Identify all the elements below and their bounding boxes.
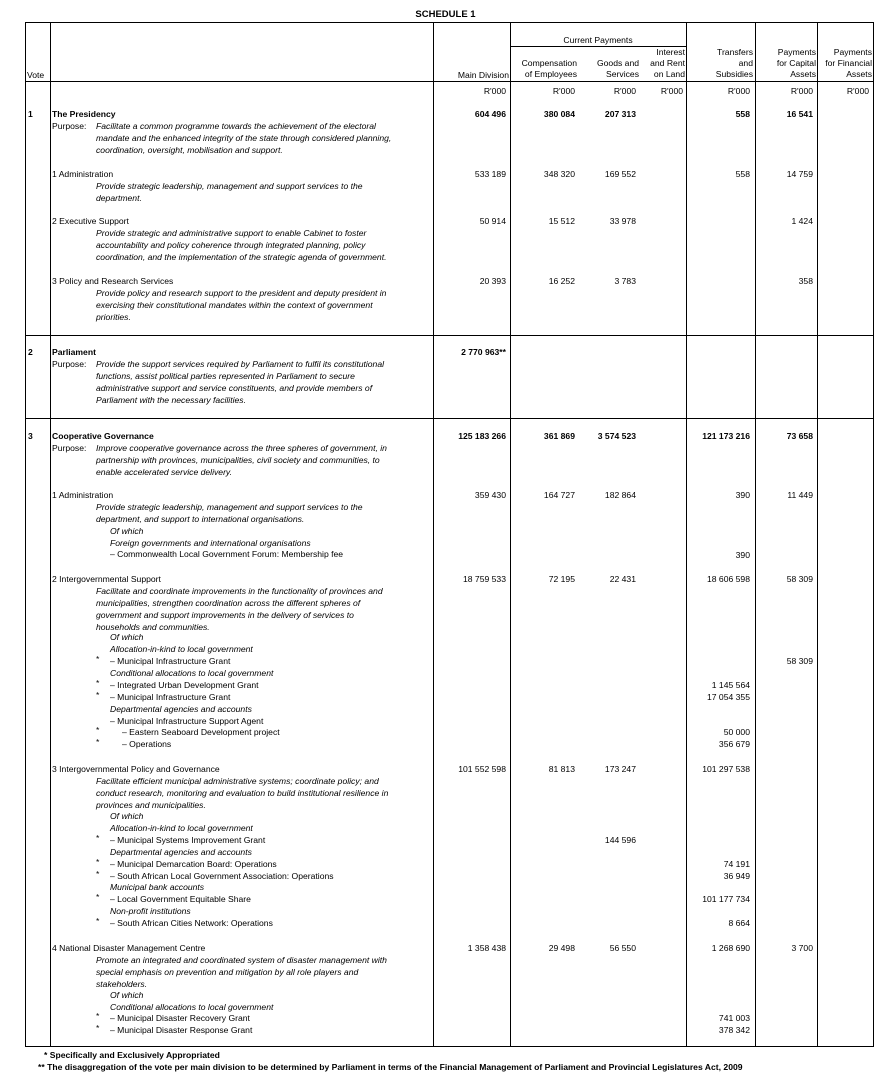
row-label: department. bbox=[96, 193, 142, 203]
cell-cap: 3 700 bbox=[791, 943, 813, 953]
row-label: Provide strategic and administrative support to enable Cabinet to foster bbox=[96, 228, 367, 238]
header-main-division: Main Division bbox=[457, 70, 509, 80]
header-cap-line1: Payments bbox=[777, 47, 816, 57]
row-label: 1 Administration bbox=[52, 490, 114, 500]
cell-cap: 1 424 bbox=[791, 216, 813, 226]
cell-tr: 558 bbox=[735, 109, 750, 119]
header-vote: Vote bbox=[27, 70, 45, 80]
row-label: Facilitate efficient municipal administrative systems; coordinate policy; and bbox=[96, 776, 379, 786]
table-bottom-border bbox=[25, 1046, 874, 1047]
header-comp-line2: of Employees bbox=[524, 69, 577, 79]
header-cap-line2: for Capital bbox=[776, 58, 816, 68]
row-label: conduct research, monitoring and evaluation to build institutional resilience in bbox=[96, 788, 389, 798]
cell-cap: 16 541 bbox=[786, 109, 813, 119]
row-label: Municipal bank accounts bbox=[110, 882, 205, 892]
header-current-payments: Current Payments bbox=[563, 35, 633, 45]
cell-comp: 15 512 bbox=[548, 216, 575, 226]
cell-tr: 101 177 734 bbox=[702, 894, 750, 904]
row-label: 3 Policy and Research Services bbox=[52, 276, 174, 286]
row-label: 2 Intergovernmental Support bbox=[52, 574, 161, 584]
row-label: – Eastern Seaboard Development project bbox=[122, 727, 280, 737]
cell-tr: 741 003 bbox=[718, 1013, 750, 1023]
cell-comp: 348 320 bbox=[543, 169, 575, 179]
row-label: priorities. bbox=[96, 312, 131, 322]
row-label: Non-profit institutions bbox=[110, 906, 191, 916]
row-label: Parliament with the necessary facilities. bbox=[96, 395, 246, 405]
cell-tr: 121 173 216 bbox=[702, 431, 750, 441]
col-line-right bbox=[873, 22, 874, 1047]
row-label: – Municipal Disaster Response Grant bbox=[110, 1025, 253, 1035]
footnote-double-star: ** The disaggregation of the vote per main division to be determined by Parliament in terms of the Financial Management of Parliament and Provincial Legislatures Act, 2009 bbox=[38, 1062, 743, 1072]
cell-comp: 164 727 bbox=[543, 490, 575, 500]
purpose-prefix: Purpose: bbox=[52, 443, 87, 453]
header-cap-line3: Assets bbox=[790, 69, 816, 79]
unit-main: R'000 bbox=[483, 86, 506, 96]
row-label: 2 Executive Support bbox=[52, 216, 129, 226]
row-label: Facilitate and coordinate improvements in the functionality of provinces and bbox=[96, 586, 383, 596]
row-label: households and communities. bbox=[96, 622, 210, 632]
row-label: – Municipal Demarcation Board: Operations bbox=[110, 859, 277, 869]
col-line-capital bbox=[817, 22, 818, 1047]
cell-tr: 8 664 bbox=[728, 918, 750, 928]
cell-cap: 14 759 bbox=[786, 169, 813, 179]
cell-goods: 207 313 bbox=[604, 109, 636, 119]
row-label: functions, assist political parties represented in Parliament to secure bbox=[96, 371, 355, 381]
vote-number: 3 bbox=[28, 431, 33, 441]
row-label: Foreign governments and international organisations bbox=[110, 538, 311, 548]
row-label: Conditional allocations to local government bbox=[110, 668, 274, 678]
row-label: – Operations bbox=[122, 739, 172, 749]
cell-tr: 17 054 355 bbox=[706, 692, 750, 702]
cell-tr: 378 342 bbox=[718, 1025, 750, 1035]
schedule-title: SCHEDULE 1 bbox=[415, 9, 476, 20]
row-label: – Integrated Urban Development Grant bbox=[110, 680, 259, 690]
appropriated-marker: * bbox=[96, 1023, 100, 1033]
vote-separator-1 bbox=[25, 335, 874, 336]
row-label: Provide the support services required by Parliament to fulfil its constitutional bbox=[96, 359, 385, 369]
row-label: Provide policy and research support to the president and deputy president in bbox=[96, 288, 387, 298]
cell-cap: 58 309 bbox=[786, 574, 813, 584]
row-label: – Local Government Equitable Share bbox=[110, 894, 251, 904]
cell-tr: 18 606 598 bbox=[706, 574, 750, 584]
col-line-vote bbox=[50, 22, 51, 1047]
row-label: department, and support to international organisations. bbox=[96, 514, 305, 524]
row-label: – South African Cities Network: Operations bbox=[110, 918, 273, 928]
row-label: Provide strategic leadership, management and support services to the bbox=[96, 502, 363, 512]
cell-main: 20 393 bbox=[479, 276, 506, 286]
header-comp-line1: Compensation bbox=[521, 58, 577, 68]
cell-cap: 73 658 bbox=[786, 431, 813, 441]
row-label: mandate and the enhanced integrity of the state through considered planning, bbox=[96, 133, 392, 143]
cell-comp: 361 869 bbox=[543, 431, 575, 441]
cell-comp: 380 084 bbox=[543, 109, 575, 119]
appropriated-marker: * bbox=[96, 892, 100, 902]
row-label: Cooperative Governance bbox=[52, 431, 154, 441]
cell-goods: 182 864 bbox=[604, 490, 636, 500]
cell-goods: 33 978 bbox=[609, 216, 636, 226]
cell-comp: 81 813 bbox=[548, 764, 575, 774]
appropriated-marker: * bbox=[96, 916, 100, 926]
row-label: Promote an integrated and coordinated system of disaster management with bbox=[96, 955, 387, 965]
cell-main: 125 183 266 bbox=[458, 431, 506, 441]
header-tr-line2: and bbox=[738, 58, 753, 68]
row-label: special emphasis on prevention and mitigation by all role players and bbox=[96, 967, 359, 977]
row-label: coordination, and the implementation of the strategic agenda of government. bbox=[96, 252, 387, 262]
appropriated-marker: * bbox=[96, 654, 100, 664]
row-label: Allocation-in-kind to local government bbox=[110, 823, 253, 833]
unit-financial: R'000 bbox=[846, 86, 869, 96]
header-goods-line2: Services bbox=[606, 69, 639, 79]
appropriated-marker: * bbox=[96, 690, 100, 700]
unit-transfers: R'000 bbox=[727, 86, 750, 96]
unit-comp: R'000 bbox=[552, 86, 575, 96]
row-label: provinces and municipalities. bbox=[96, 800, 206, 810]
row-label: government and support improvements in the delivery of services to bbox=[96, 610, 354, 620]
purpose-prefix: Purpose: bbox=[52, 359, 87, 369]
cell-tr: 1 145 564 bbox=[711, 680, 750, 690]
header-fin-line2: for Financial bbox=[825, 58, 872, 68]
table-top-border bbox=[25, 22, 874, 23]
cell-comp: 29 498 bbox=[548, 943, 575, 953]
header-int-line3: on Land bbox=[653, 69, 685, 79]
cell-main: 533 189 bbox=[474, 169, 506, 179]
cell-tr: 1 268 690 bbox=[711, 943, 750, 953]
cell-goods: 3 574 523 bbox=[597, 431, 636, 441]
header-tr-line3: Subsidies bbox=[715, 69, 753, 79]
cell-main: 604 496 bbox=[474, 109, 506, 119]
cell-tr: 558 bbox=[735, 169, 750, 179]
cell-goods: 173 247 bbox=[604, 764, 636, 774]
row-label: – South African Local Government Association: Operations bbox=[110, 871, 334, 881]
unit-goods: R'000 bbox=[613, 86, 636, 96]
row-label: Of which bbox=[110, 632, 144, 642]
cell-goods: 169 552 bbox=[604, 169, 636, 179]
cell-tr: 50 000 bbox=[723, 727, 750, 737]
row-label: – Municipal Infrastructure Grant bbox=[110, 692, 231, 702]
row-label: 4 National Disaster Management Centre bbox=[52, 943, 206, 953]
cell-goods: 22 431 bbox=[609, 574, 636, 584]
row-label: Departmental agencies and accounts bbox=[110, 847, 252, 857]
appropriated-marker: * bbox=[96, 1011, 100, 1021]
row-label: coordination, oversight, mobilisation and support. bbox=[96, 145, 283, 155]
row-label: Provide strategic leadership, management and support services to the bbox=[96, 181, 363, 191]
cell-main: 101 552 598 bbox=[458, 764, 506, 774]
vote-number: 2 bbox=[28, 347, 33, 357]
header-fin-line3: Assets bbox=[846, 69, 872, 79]
row-label: accountability and policy coherence through integrated planning, policy bbox=[96, 240, 366, 250]
row-label: Conditional allocations to local government bbox=[110, 1002, 274, 1012]
row-label: – Municipal Systems Improvement Grant bbox=[110, 835, 266, 845]
row-label: 1 Administration bbox=[52, 169, 114, 179]
row-label: partnership with provinces, municipalities, civil society and communities, to bbox=[96, 455, 380, 465]
row-label: – Municipal Infrastructure Support Agent bbox=[110, 716, 264, 726]
header-int-line2: and Rent bbox=[650, 58, 685, 68]
cell-cap: 11 449 bbox=[787, 490, 813, 500]
vote-number: 1 bbox=[28, 109, 33, 119]
appropriated-marker: * bbox=[96, 869, 100, 879]
row-label: Facilitate a common programme towards the achievement of the electoral bbox=[96, 121, 376, 131]
row-label: Of which bbox=[110, 526, 144, 536]
cell-comp: 72 195 bbox=[548, 574, 575, 584]
row-label: Of which bbox=[110, 811, 144, 821]
cell-goods: 3 783 bbox=[614, 276, 636, 286]
row-label: Parliament bbox=[52, 347, 96, 357]
row-label: Of which bbox=[110, 990, 144, 1000]
row-label: enable accelerated service delivery. bbox=[96, 467, 232, 477]
appropriated-marker: * bbox=[96, 857, 100, 867]
row-label: – Commonwealth Local Government Forum: Membership fee bbox=[110, 549, 344, 559]
vote-separator-2 bbox=[25, 418, 874, 419]
header-bottom-border bbox=[25, 81, 874, 82]
cell-cap: 58 309 bbox=[786, 656, 813, 666]
cell-tr: 36 949 bbox=[723, 871, 750, 881]
row-label: Improve cooperative governance across the three spheres of government, in bbox=[96, 443, 387, 453]
cell-main: 359 430 bbox=[474, 490, 506, 500]
cell-tr: 390 bbox=[735, 550, 750, 560]
appropriated-marker: * bbox=[96, 725, 100, 735]
cell-goods: 144 596 bbox=[604, 835, 636, 845]
cell-tr: 74 191 bbox=[723, 859, 750, 869]
row-label: The Presidency bbox=[52, 109, 116, 119]
header-tr-line1: Transfers bbox=[717, 47, 753, 57]
cell-main: 18 759 533 bbox=[462, 574, 506, 584]
cell-main: 50 914 bbox=[479, 216, 506, 226]
row-label: Allocation-in-kind to local government bbox=[110, 644, 253, 654]
header-fin-line1: Payments bbox=[833, 47, 872, 57]
row-label: Departmental agencies and accounts bbox=[110, 704, 252, 714]
cell-goods: 56 550 bbox=[609, 943, 636, 953]
cell-comp: 16 252 bbox=[548, 276, 575, 286]
cell-cap: 358 bbox=[798, 276, 813, 286]
cell-tr: 390 bbox=[735, 490, 750, 500]
unit-interest: R'000 bbox=[660, 86, 683, 96]
col-line-left bbox=[25, 22, 26, 1047]
row-label: – Municipal Infrastructure Grant bbox=[110, 656, 231, 666]
appropriated-marker: * bbox=[96, 833, 100, 843]
footnote-star: * Specifically and Exclusively Appropriated bbox=[44, 1050, 220, 1060]
cell-tr: 101 297 538 bbox=[702, 764, 750, 774]
header-int-line1: Interest bbox=[656, 47, 685, 57]
row-label: – Municipal Disaster Recovery Grant bbox=[110, 1013, 250, 1023]
row-label: exercising their constitutional mandates within the context of government bbox=[96, 300, 373, 310]
row-label: stakeholders. bbox=[96, 979, 148, 989]
row-label: administrative support and service constituents, and provide members of bbox=[96, 383, 373, 393]
cell-main: 2 770 963** bbox=[461, 347, 506, 357]
unit-capital: R'000 bbox=[790, 86, 813, 96]
cell-tr: 356 679 bbox=[718, 739, 750, 749]
row-label: 3 Intergovernmental Policy and Governance bbox=[52, 764, 220, 774]
purpose-prefix: Purpose: bbox=[52, 121, 87, 131]
row-label: municipalities, strengthen coordination across the different spheres of bbox=[96, 598, 361, 608]
appropriated-marker: * bbox=[96, 737, 100, 747]
appropriated-marker: * bbox=[96, 678, 100, 688]
header-goods-line1: Goods and bbox=[596, 58, 639, 68]
cell-main: 1 358 438 bbox=[467, 943, 506, 953]
